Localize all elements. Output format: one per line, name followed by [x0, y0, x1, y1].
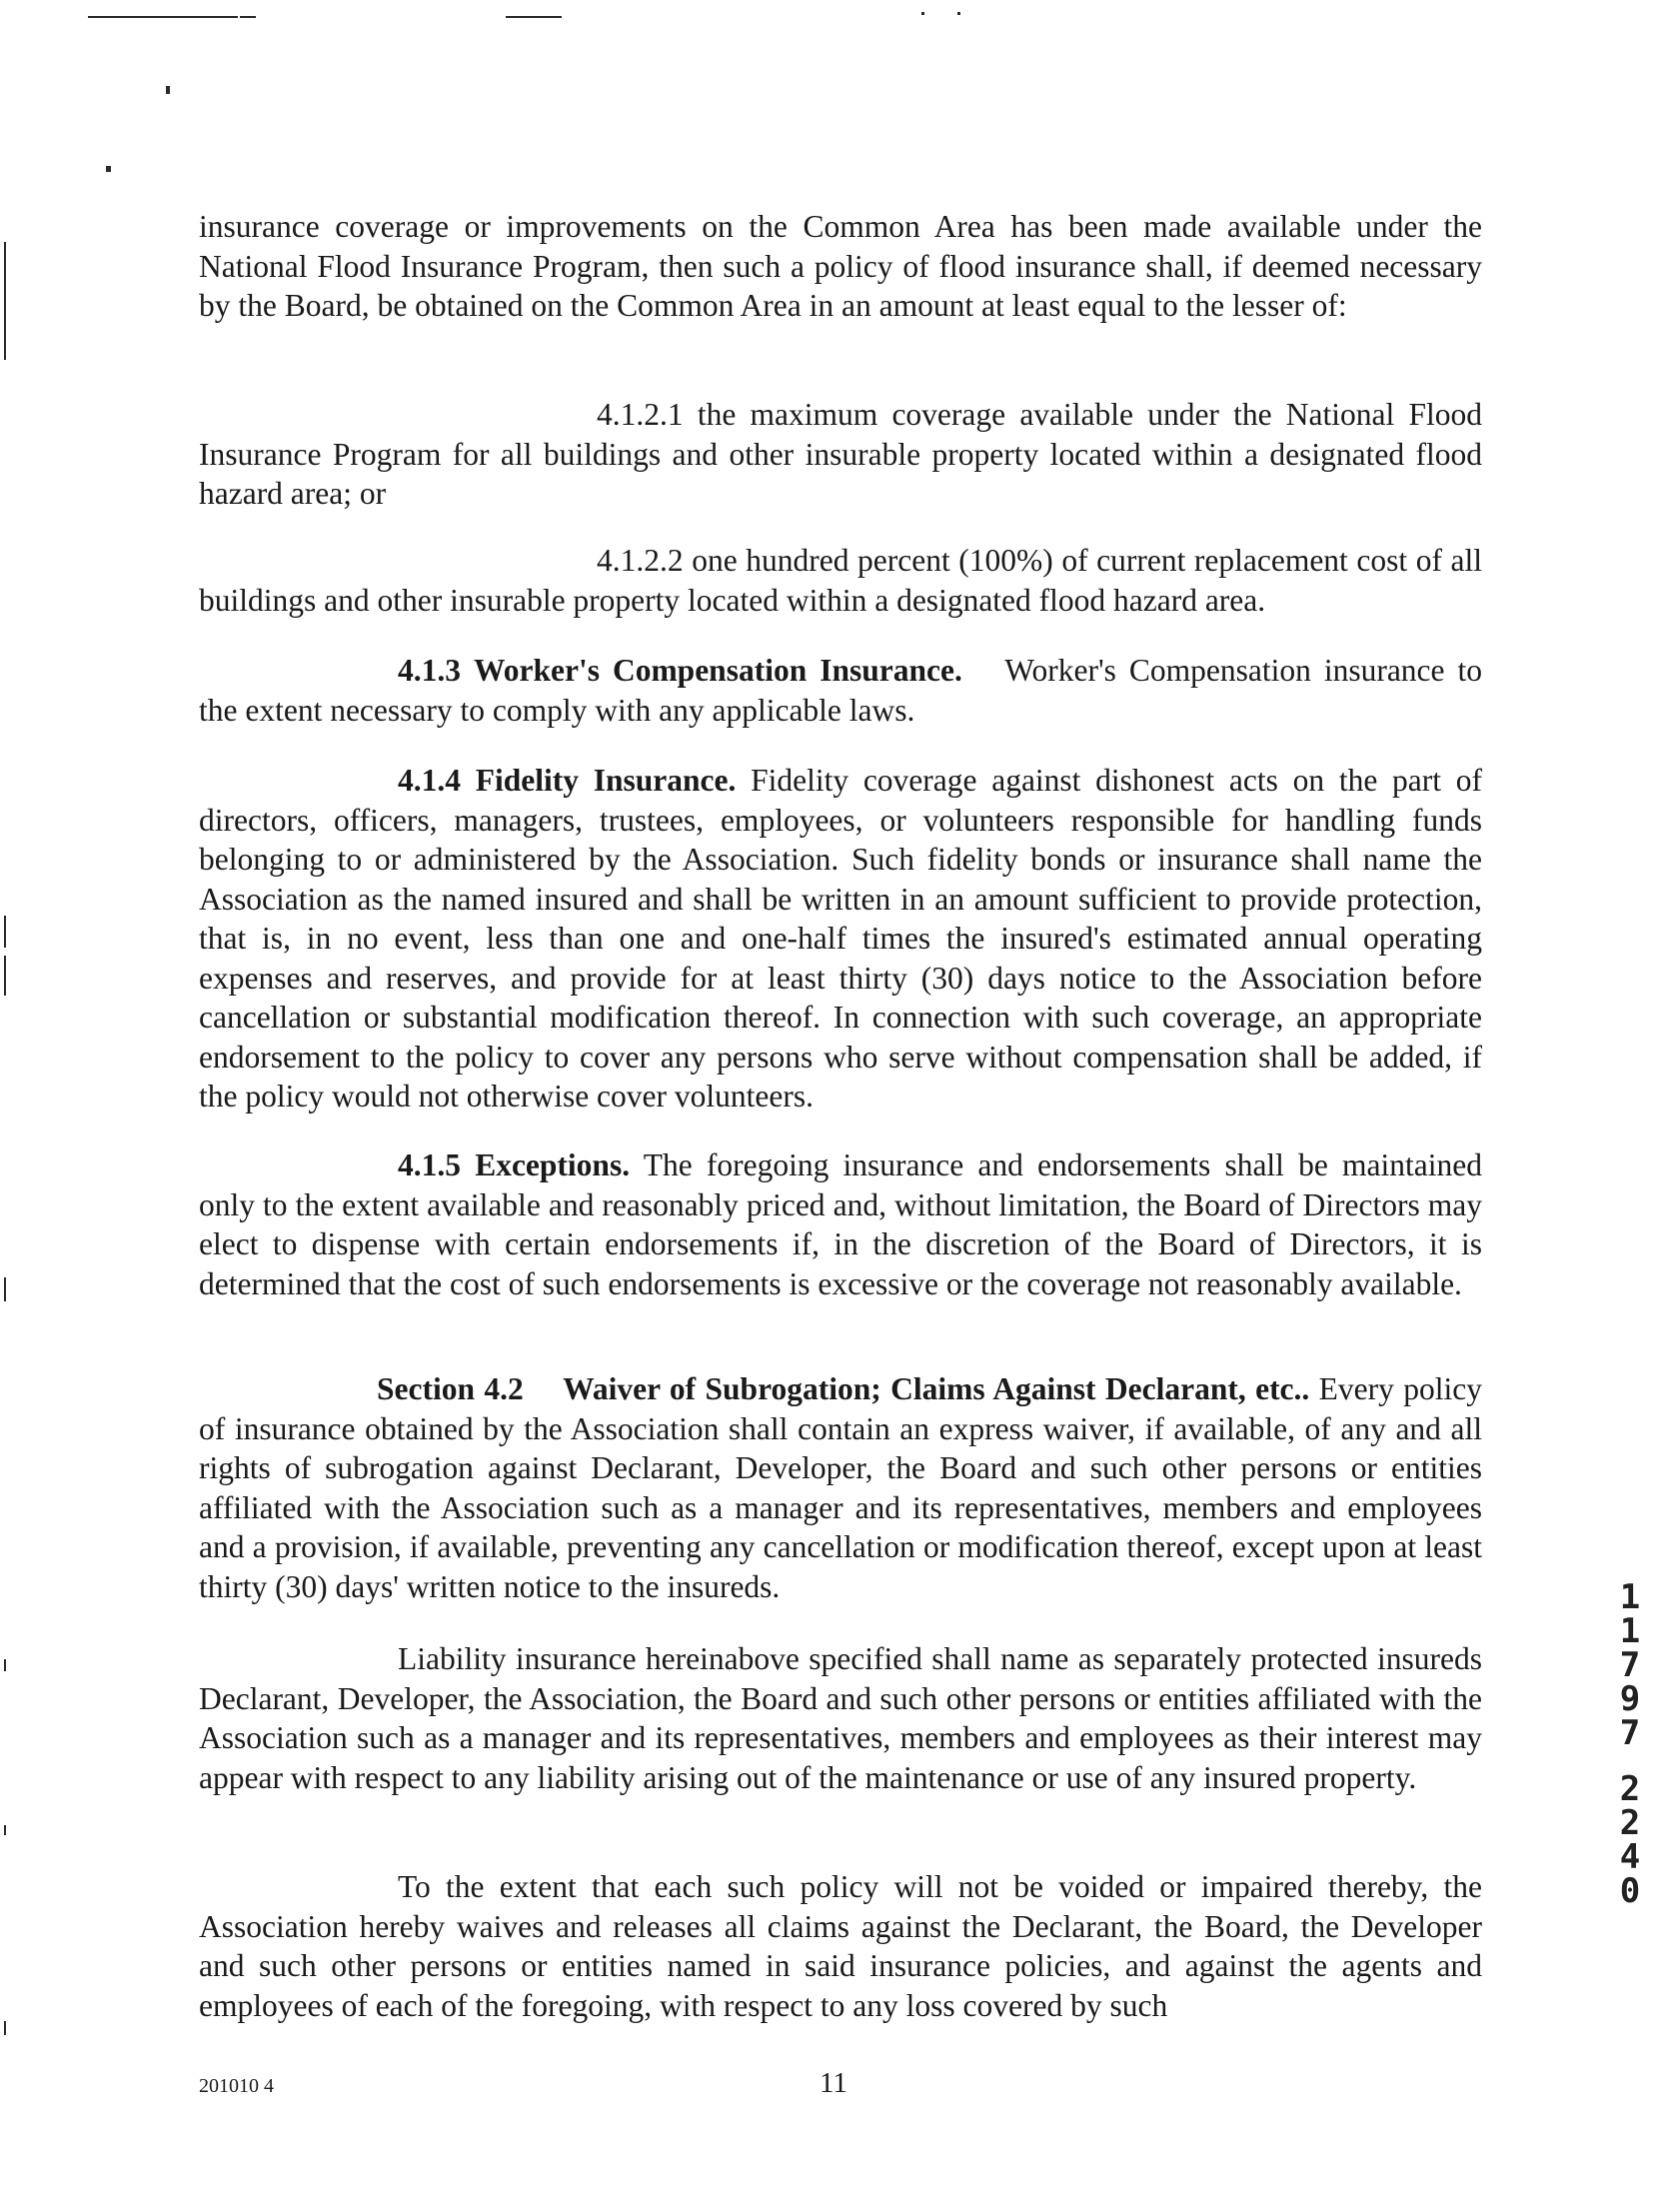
- paragraph-4-1-3: [199, 651, 1482, 730]
- margin-line-left-1: [4, 242, 6, 360]
- paragraph-4-1-5: [199, 1145, 1482, 1303]
- stamp-digit: 9: [1619, 1679, 1641, 1719]
- scan-mark-top-center: [506, 16, 562, 18]
- paragraph-waiver-and-release: To the extent that each such policy will not be voided or impaired thereby, the Association hereby waives and releases all claims against the Declarant, the Board, the Developer and such other persons or entities named in said insurance policies, and against the agents and employees of each of the foregoing, with respect to any loss covered by such: [199, 1869, 1482, 2023]
- margin-line-left-6: [4, 1825, 6, 1835]
- footer-document-id: 201010 4: [199, 2075, 274, 2097]
- scan-mark-top-left: [88, 16, 238, 18]
- heading-fidelity-insurance: Fidelity Insurance.: [475, 763, 737, 798]
- margin-line-left-7: [4, 2021, 6, 2035]
- stamp-digit: 0: [1619, 1871, 1641, 1911]
- margin-line-left-4: [4, 1277, 6, 1301]
- stamp-digit: 7: [1619, 1713, 1641, 1753]
- text-workers-compensation: Worker's Compensation insurance to the extent necessary to comply with any applicable laws.: [199, 653, 1483, 728]
- page-number: 11: [820, 2067, 847, 2099]
- stamp-digit: 1: [1619, 1577, 1641, 1617]
- margin-line-left-2: [4, 916, 6, 948]
- margin-line-left-5: [4, 1659, 6, 1671]
- heading-workers-compensation: Worker's Compensation Insurance.: [473, 653, 962, 688]
- paragraph-4-1-4: [199, 761, 1482, 1116]
- paragraph-flood-insurance-continued: insurance coverage or improvements on the Common Area has been made available under the National Flood Insurance Program, then such a policy of flood insurance shall, if deemed necessary by the Board, be obtained on the Common Area in an amount at least equal to the lesser of:: [199, 209, 1482, 323]
- paragraph-4-1-2-2: 4.1.2.2 one hundred percent (100%) of current replacement cost of all buildings and other insurable property located within a designated flood hazard area.: [199, 543, 1482, 618]
- scan-speck-top-right-2: [957, 12, 960, 15]
- paragraph-section-4-2: [199, 1369, 1482, 1606]
- section-number-4-1-4: 4.1.4: [398, 763, 461, 798]
- text-waiver-of-subrogation: Every policy of insurance obtained by the Association shall contain an express waiver, if available, of any and all rights of subrogation against Declarant, Developer, the Board and such other persons or entities affiliated with the Association such as a manager and its representatives, members and employees and a provision, if available, preventing any cancellation or modification thereof, except upon at least thirty (30) days' written notice to the insureds.: [199, 1371, 1482, 1604]
- section-number-4-1-3: 4.1.3: [398, 653, 461, 688]
- scan-speck-left-2: [106, 166, 111, 172]
- paragraph-4-1-2-1: 4.1.2.1 the maximum coverage available under the National Flood Insurance Program for all buildings and other insurable property located within a designated flood hazard area; or: [199, 397, 1482, 511]
- section-number-4-2: Section 4.2: [377, 1371, 524, 1406]
- heading-exceptions: Exceptions.: [475, 1147, 631, 1182]
- scan-speck-left-1: [166, 86, 170, 94]
- recording-stamp-vertical: [1613, 1577, 1647, 1911]
- stamp-digit: 2: [1619, 1769, 1641, 1809]
- text-fidelity-insurance: Fidelity coverage against dishonest acts on the part of directors, officers, managers, trustees, employees, or volunteers responsible for handling funds belonging to or administered by the Association. Such fidelity bonds or insurance shall name the Association as the named insured and shall be written in an amount sufficient to provide protection, that is, in no event, less than one and one-half times the insured's estimated annual operating expenses and reserves, and provide for at least thirty (30) days notice to the Association before cancellation or substantial modification thereof. In connection with such coverage, an appropriate endorsement to the policy to cover any persons who serve without compensation shall be added, if the policy would not otherwise cover volunteers.: [199, 763, 1482, 1113]
- stamp-digit: 4: [1619, 1837, 1641, 1877]
- scan-mark-top-left-2: [240, 16, 256, 18]
- section-number-4-1-5: 4.1.5: [398, 1147, 461, 1182]
- stamp-digit: 1: [1619, 1611, 1641, 1651]
- paragraph-liability-insurance: Liability insurance hereinabove specified shall name as separately protected insureds Declarant, Developer, the Association, the Board and such other persons or entities affiliated with the Association such as a manager and its representatives, members and employees as their interest may appear with respect to any liability arising out of the maintenance or use of any insured property.: [199, 1641, 1482, 1795]
- text-exceptions: The foregoing insurance and endorsements shall be maintained only to the extent available and reasonably priced and, without limitation, the Board of Directors may elect to dispense with certain endorsements if, in the discretion of the Board of Directors, it is determined that the cost of such endorsements is excessive or the coverage not reasonably available.: [199, 1147, 1482, 1301]
- stamp-digit: 7: [1619, 1645, 1641, 1685]
- stamp-digit: 2: [1619, 1803, 1641, 1843]
- margin-line-left-3: [4, 956, 6, 996]
- heading-waiver-of-subrogation: Waiver of Subrogation; Claims Against Declarant, etc..: [563, 1371, 1310, 1406]
- scan-speck-top-right: [921, 12, 924, 15]
